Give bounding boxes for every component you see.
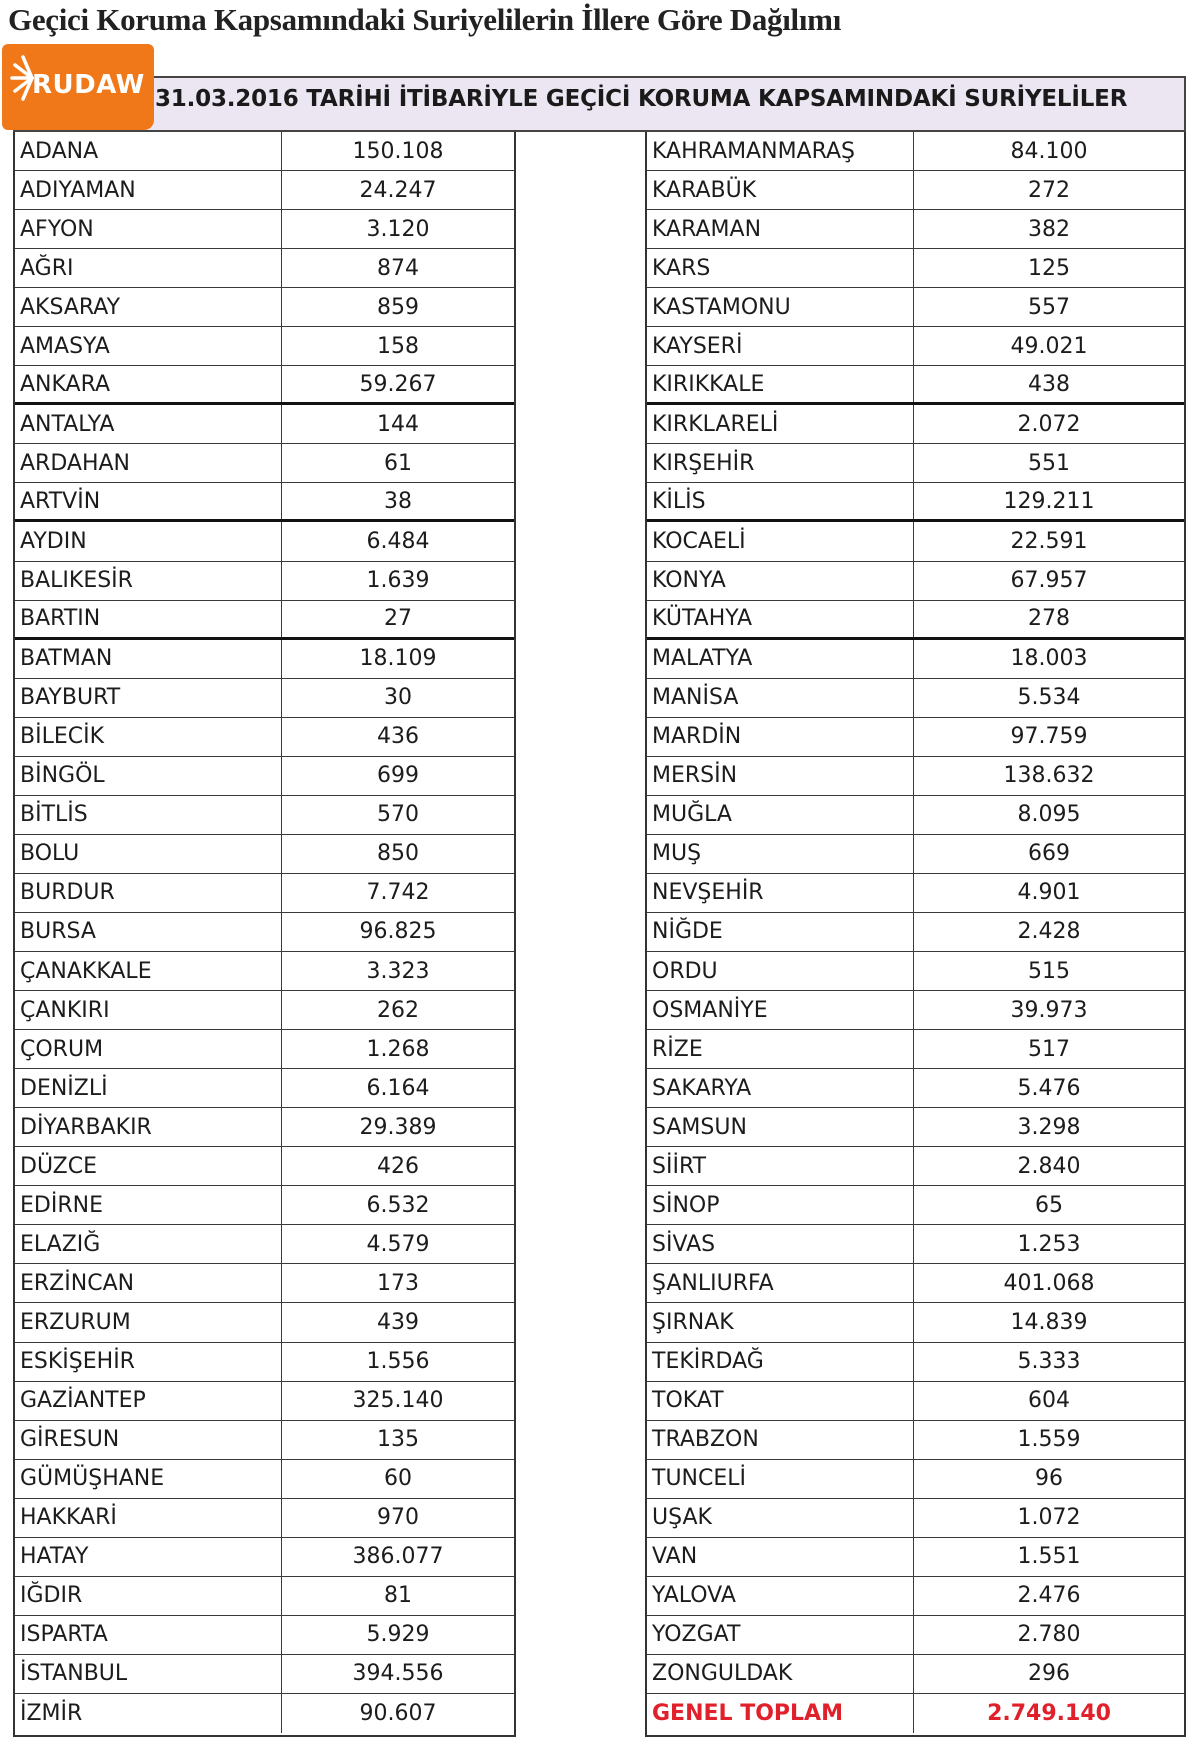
province-count: 2.780 — [1017, 1622, 1081, 1648]
province-name: ÇORUM — [15, 1030, 282, 1068]
province-name: ÇANKIRI — [15, 991, 282, 1029]
province-name: GİRESUN — [15, 1421, 282, 1459]
province-name: ADANA — [15, 132, 282, 170]
table-row — [15, 1147, 514, 1186]
province-count: 394.556 — [352, 1661, 444, 1687]
province-name: OSMANİYE — [647, 991, 914, 1029]
province-name: ORDU — [647, 952, 914, 990]
table-row — [15, 1655, 514, 1694]
table-row — [15, 1264, 514, 1303]
province-count: 1.072 — [1017, 1505, 1081, 1531]
province-name: İSTANBUL — [15, 1655, 282, 1693]
province-count: 6.532 — [366, 1192, 430, 1218]
province-name: ERZURUM — [15, 1303, 282, 1341]
province-name: IĞDIR — [15, 1577, 282, 1615]
table-row — [15, 991, 514, 1030]
province-name: NEVŞEHİR — [647, 874, 914, 912]
province-name: KOCAELİ — [647, 522, 914, 560]
province-count: 3.298 — [1017, 1114, 1081, 1140]
province-name: HAKKARİ — [15, 1499, 282, 1537]
province-count: 67.957 — [1010, 568, 1088, 594]
province-count: 1.639 — [366, 568, 430, 594]
province-count: 4.579 — [366, 1231, 430, 1257]
table-row — [15, 171, 514, 210]
province-name: ŞANLIURFA — [647, 1264, 914, 1302]
province-name: ANKARA — [15, 366, 282, 402]
province-name: DÜZCE — [15, 1147, 282, 1185]
table-row — [647, 1264, 1184, 1303]
province-count: 1.551 — [1017, 1544, 1081, 1570]
province-name: ELAZIĞ — [15, 1225, 282, 1263]
province-count: 970 — [377, 1505, 419, 1531]
province-name: KONYA — [647, 562, 914, 600]
table-row — [15, 288, 514, 327]
table-row — [15, 796, 514, 835]
table-row — [15, 679, 514, 718]
province-count: 859 — [377, 294, 419, 320]
province-count: 439 — [377, 1309, 419, 1335]
province-name: BURDUR — [15, 874, 282, 912]
province-count: 5.929 — [366, 1622, 430, 1648]
province-count: 1.268 — [366, 1036, 430, 1062]
province-count: 401.068 — [1003, 1270, 1095, 1296]
province-count: 551 — [1028, 450, 1070, 476]
province-count: 173 — [377, 1270, 419, 1296]
province-count: 65 — [1035, 1192, 1063, 1218]
province-name: GÜMÜŞHANE — [15, 1460, 282, 1498]
province-name: SİNOP — [647, 1186, 914, 1224]
province-name: BURSA — [15, 913, 282, 951]
table-row — [647, 601, 1184, 640]
province-count: 262 — [377, 997, 419, 1023]
table-row — [647, 562, 1184, 601]
province-count: 699 — [377, 763, 419, 789]
province-count: 517 — [1028, 1036, 1070, 1062]
province-name: KIRŞEHİR — [647, 444, 914, 482]
province-count: 38 — [384, 488, 412, 514]
table-row — [15, 1421, 514, 1460]
table-row — [15, 1538, 514, 1577]
province-name: BALIKESİR — [15, 562, 282, 600]
province-count: 1.556 — [366, 1349, 430, 1375]
table-row — [647, 171, 1184, 210]
province-count: 81 — [384, 1583, 412, 1609]
province-count: 125 — [1028, 255, 1070, 281]
province-count: 436 — [377, 724, 419, 750]
table-row — [15, 874, 514, 913]
province-name: KARABÜK — [647, 171, 914, 209]
province-name: GAZİANTEP — [15, 1382, 282, 1420]
table-row — [15, 601, 514, 640]
province-count: 60 — [384, 1466, 412, 1492]
province-count: 158 — [377, 333, 419, 359]
province-count: 144 — [377, 411, 419, 437]
province-count: 18.003 — [1010, 646, 1088, 672]
province-count: 426 — [377, 1153, 419, 1179]
province-count: 96.825 — [359, 919, 437, 945]
province-count: 874 — [377, 255, 419, 281]
table-row — [647, 1147, 1184, 1186]
table-row — [15, 327, 514, 366]
province-count: 96 — [1035, 1466, 1063, 1492]
province-count: 6.164 — [366, 1075, 430, 1101]
province-count: 278 — [1028, 606, 1070, 632]
province-count: 6.484 — [366, 529, 430, 554]
province-name: KARS — [647, 249, 914, 287]
table-row — [15, 1694, 514, 1733]
province-name: ŞIRNAK — [647, 1303, 914, 1341]
province-name: ISPARTA — [15, 1616, 282, 1654]
province-count: 7.742 — [366, 880, 430, 906]
province-count: 49.021 — [1010, 333, 1088, 359]
table-row — [15, 1382, 514, 1421]
table-row — [15, 405, 514, 444]
province-name: YOZGAT — [647, 1616, 914, 1654]
table-row — [647, 405, 1184, 444]
table-row — [647, 796, 1184, 835]
province-count: 150.108 — [352, 138, 444, 164]
table-row — [15, 913, 514, 952]
province-name: MALATYA — [647, 640, 914, 678]
province-name: SİVAS — [647, 1225, 914, 1263]
province-name: BİLECİK — [15, 718, 282, 756]
table-row — [647, 913, 1184, 952]
province-count: 59.267 — [359, 371, 437, 397]
province-name: AĞRI — [15, 249, 282, 287]
province-count: 90.607 — [359, 1700, 437, 1726]
province-count: 669 — [1028, 841, 1070, 867]
province-count: 2.476 — [1017, 1583, 1081, 1609]
province-name: BİTLİS — [15, 796, 282, 834]
province-name: KİLİS — [647, 483, 914, 519]
province-count: 570 — [377, 802, 419, 828]
table-row — [15, 366, 514, 405]
province-name: RİZE — [647, 1030, 914, 1068]
table-row — [15, 757, 514, 796]
province-name: AKSARAY — [15, 288, 282, 326]
table-row — [15, 952, 514, 991]
province-name: ARTVİN — [15, 483, 282, 519]
table-row — [15, 1460, 514, 1499]
table-row — [647, 718, 1184, 757]
province-name: AYDIN — [15, 522, 282, 560]
table-row — [647, 249, 1184, 288]
province-name: HATAY — [15, 1538, 282, 1576]
province-count: 850 — [377, 841, 419, 867]
table-row — [647, 132, 1184, 171]
table-row — [647, 1303, 1184, 1342]
province-name: DENİZLİ — [15, 1069, 282, 1107]
table-row — [647, 835, 1184, 874]
table-row — [15, 835, 514, 874]
province-name: ADIYAMAN — [15, 171, 282, 209]
province-name: TRABZON — [647, 1421, 914, 1459]
province-count: 97.759 — [1010, 724, 1088, 750]
province-name: MARDİN — [647, 718, 914, 756]
province-name: ÇANAKKALE — [15, 952, 282, 990]
table-row — [647, 952, 1184, 991]
table-row — [15, 562, 514, 601]
province-name: AMASYA — [15, 327, 282, 365]
table-row — [647, 483, 1184, 522]
table-row — [15, 132, 514, 171]
province-count: 29.389 — [359, 1114, 437, 1140]
table-row — [15, 522, 514, 561]
province-name: BOLU — [15, 835, 282, 873]
table-row — [647, 1343, 1184, 1382]
province-count: 2.428 — [1017, 919, 1081, 945]
table-row — [647, 1499, 1184, 1538]
table-row — [15, 1499, 514, 1538]
province-name: KASTAMONU — [647, 288, 914, 326]
table-row — [647, 288, 1184, 327]
province-count: 14.839 — [1010, 1309, 1088, 1335]
province-name: ARDAHAN — [15, 444, 282, 482]
province-name: SAKARYA — [647, 1069, 914, 1107]
province-count: 4.901 — [1017, 880, 1081, 906]
province-name: MANİSA — [647, 679, 914, 717]
page-title: Geçici Koruma Kapsamındaki Suriyelilerin İllere Göre Dağılımı — [8, 2, 842, 37]
province-name: KIRIKKALE — [647, 366, 914, 402]
province-count: 8.095 — [1017, 802, 1081, 828]
province-count: 27 — [384, 606, 412, 632]
province-count: 296 — [1028, 1661, 1070, 1687]
province-name: TUNCELİ — [647, 1460, 914, 1498]
province-name: İZMİR — [15, 1694, 282, 1733]
table-row — [15, 1577, 514, 1616]
table-row — [647, 1655, 1184, 1694]
province-count: 22.591 — [1010, 529, 1088, 554]
table-row — [647, 1616, 1184, 1655]
table-row — [15, 1030, 514, 1069]
province-count: 1.559 — [1017, 1427, 1081, 1453]
province-count: 5.476 — [1017, 1075, 1081, 1101]
province-name: ZONGULDAK — [647, 1655, 914, 1693]
province-name: KARAMAN — [647, 210, 914, 248]
table-row — [15, 1616, 514, 1655]
table-row — [15, 1303, 514, 1342]
province-name: MUŞ — [647, 835, 914, 873]
table-row — [647, 522, 1184, 561]
province-name: KIRKLARELİ — [647, 405, 914, 443]
left-province-table — [13, 132, 516, 1737]
table-row — [647, 1421, 1184, 1460]
province-name: AFYON — [15, 210, 282, 248]
province-count: 386.077 — [352, 1544, 444, 1570]
province-count: 557 — [1028, 294, 1070, 320]
table-row — [15, 210, 514, 249]
table-row — [647, 1069, 1184, 1108]
table-row — [647, 444, 1184, 483]
province-name: ANTALYA — [15, 405, 282, 443]
table-row — [647, 1694, 1184, 1733]
province-count: 135 — [377, 1427, 419, 1453]
province-count: 1.253 — [1017, 1231, 1081, 1257]
table-row — [647, 210, 1184, 249]
province-count: 18.109 — [359, 646, 437, 672]
province-name: SİİRT — [647, 1147, 914, 1185]
province-count: 272 — [1028, 177, 1070, 203]
province-count: 39.973 — [1010, 997, 1088, 1023]
province-name: VAN — [647, 1538, 914, 1576]
table-header-title: 31.03.2016 TARİHİ İTİBARİYLE GEÇİCİ KORUMA KAPSAMINDAKİ SURİYELİLER — [155, 86, 1128, 112]
table-row — [647, 1108, 1184, 1147]
province-count: 438 — [1028, 371, 1070, 397]
province-count: 515 — [1028, 958, 1070, 984]
table-row — [647, 1225, 1184, 1264]
province-count: 5.333 — [1017, 1349, 1081, 1375]
table-row — [647, 1460, 1184, 1499]
province-count: 61 — [384, 450, 412, 476]
table-row — [647, 366, 1184, 405]
province-count: 138.632 — [1003, 763, 1095, 789]
grand-total-label: GENEL TOPLAM — [647, 1694, 914, 1733]
province-name: MERSİN — [647, 757, 914, 795]
table-row — [15, 1186, 514, 1225]
province-name: TOKAT — [647, 1382, 914, 1420]
table-row — [647, 874, 1184, 913]
province-name: NİĞDE — [647, 913, 914, 951]
province-count: 604 — [1028, 1388, 1070, 1414]
province-count: 5.534 — [1017, 685, 1081, 711]
province-count: 30 — [384, 685, 412, 711]
province-name: KAYSERİ — [647, 327, 914, 365]
province-name: BARTIN — [15, 601, 282, 637]
province-name: BİNGÖL — [15, 757, 282, 795]
table-row — [15, 1069, 514, 1108]
province-name: ESKİŞEHİR — [15, 1343, 282, 1381]
table-row — [15, 1225, 514, 1264]
right-province-table — [645, 132, 1186, 1737]
province-name: ERZİNCAN — [15, 1264, 282, 1302]
province-name: UŞAK — [647, 1499, 914, 1537]
table-row — [647, 1186, 1184, 1225]
table-row — [15, 1108, 514, 1147]
grand-total-value: 2.749.140 — [987, 1700, 1111, 1726]
table-row — [15, 640, 514, 679]
province-count: 2.840 — [1017, 1153, 1081, 1179]
table-row — [647, 327, 1184, 366]
table-row — [647, 991, 1184, 1030]
province-count: 24.247 — [359, 177, 437, 203]
table-row — [15, 444, 514, 483]
table-row — [647, 1382, 1184, 1421]
province-count: 2.072 — [1017, 411, 1081, 437]
table-row — [15, 483, 514, 522]
province-count: 129.211 — [1003, 488, 1095, 514]
province-count: 3.120 — [366, 216, 430, 242]
table-row — [647, 679, 1184, 718]
table-row — [15, 718, 514, 757]
province-name: BATMAN — [15, 640, 282, 678]
table-row — [15, 249, 514, 288]
province-name: YALOVA — [647, 1577, 914, 1615]
table-row — [647, 1030, 1184, 1069]
province-name: DİYARBAKIR — [15, 1108, 282, 1146]
table-row — [647, 757, 1184, 796]
table-row — [647, 1577, 1184, 1616]
province-name: MUĞLA — [647, 796, 914, 834]
province-name: TEKİRDAĞ — [647, 1343, 914, 1381]
province-name: BAYBURT — [15, 679, 282, 717]
province-name: SAMSUN — [647, 1108, 914, 1146]
table-row — [15, 1343, 514, 1382]
rudaw-logo — [2, 44, 154, 130]
province-name: KÜTAHYA — [647, 601, 914, 637]
logo-text: RUDAW — [32, 70, 145, 100]
table-row — [647, 1538, 1184, 1577]
province-count: 325.140 — [352, 1388, 444, 1414]
province-count: 3.323 — [366, 958, 430, 984]
province-count: 84.100 — [1010, 138, 1088, 164]
province-name: KAHRAMANMARAŞ — [647, 132, 914, 170]
table-row — [647, 640, 1184, 679]
province-count: 382 — [1028, 216, 1070, 242]
province-name: EDİRNE — [15, 1186, 282, 1224]
